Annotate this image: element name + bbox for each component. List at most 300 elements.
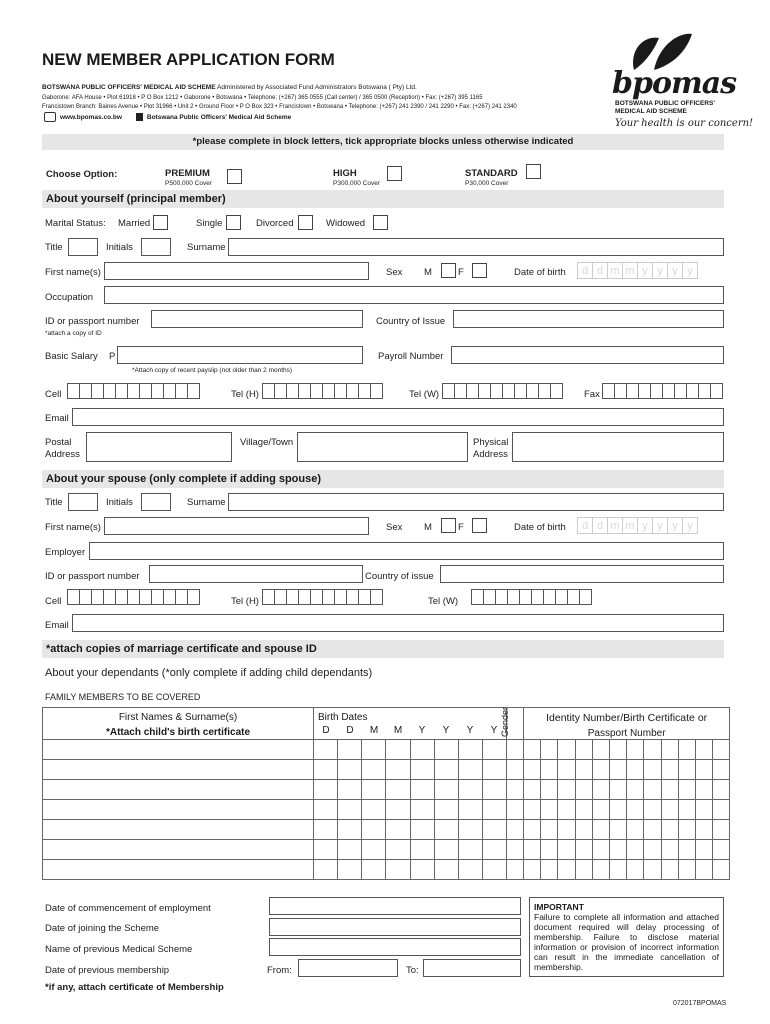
birth-date-cell[interactable] <box>410 760 434 780</box>
postal-input[interactable] <box>86 432 232 462</box>
id-number-cell[interactable] <box>627 760 644 780</box>
option-high-label: HIGH <box>333 168 357 179</box>
birth-date-cell[interactable] <box>410 840 434 860</box>
birth-date-cell[interactable] <box>434 740 458 760</box>
sex-m-label: M <box>424 267 432 278</box>
birth-date-cell[interactable] <box>434 840 458 860</box>
id-number-cell[interactable] <box>627 800 644 820</box>
id-number-cell[interactable] <box>609 820 626 840</box>
id-number-cell[interactable] <box>558 760 575 780</box>
id-number-cell[interactable] <box>541 780 558 800</box>
id-number-cell[interactable] <box>661 840 678 860</box>
spouse-dob-input[interactable] <box>577 517 697 534</box>
id-number-cell[interactable] <box>524 800 541 820</box>
gender-cell[interactable] <box>507 780 524 800</box>
id-number-cell[interactable] <box>678 820 695 840</box>
village-input[interactable] <box>297 432 468 462</box>
id-number-cell[interactable] <box>713 820 730 840</box>
commencement-input[interactable] <box>269 897 521 915</box>
id-input[interactable] <box>151 310 363 328</box>
initials-input[interactable] <box>141 238 171 256</box>
birth-date-cell[interactable] <box>338 780 362 800</box>
id-number-cell[interactable] <box>575 740 592 760</box>
id-number-cell[interactable] <box>609 740 626 760</box>
spouse-country-label: Country of issue <box>365 571 434 582</box>
sex-f-label: F <box>458 267 464 278</box>
id-number-cell[interactable] <box>592 800 609 820</box>
birth-date-cell[interactable] <box>314 800 338 820</box>
spouse-f-label: F <box>458 522 464 533</box>
id-number-cell[interactable] <box>524 780 541 800</box>
birth-date-cell[interactable] <box>362 840 386 860</box>
id-number-cell[interactable] <box>609 800 626 820</box>
facebook-icon <box>136 113 143 121</box>
dob-cell[interactable]: y <box>637 262 653 279</box>
birth-date-cell[interactable] <box>362 760 386 780</box>
option-premium-checkbox[interactable] <box>227 169 242 184</box>
names-header <box>43 708 314 740</box>
postal-label: Postal <box>45 437 72 448</box>
salary-p: P <box>109 351 116 362</box>
id-number-cell[interactable] <box>713 740 730 760</box>
id-number-cell[interactable] <box>575 800 592 820</box>
widowed-checkbox[interactable] <box>373 215 388 230</box>
birth-header <box>314 708 507 740</box>
payslip-note: *Attach copy of recent payslip (not older than 2 months) <box>132 367 293 374</box>
spouse-m-checkbox[interactable] <box>441 518 456 533</box>
birth-date-cell[interactable] <box>482 800 506 820</box>
gender-header <box>500 706 524 740</box>
birth-date-cell[interactable] <box>386 800 410 820</box>
birth-date-cell[interactable] <box>314 760 338 780</box>
birth-date-cell[interactable] <box>458 860 482 880</box>
family-name-cell[interactable] <box>43 800 314 820</box>
address-francistown: Francistown Branch: Baines Avenue • Plot 31966 • Unit 2 • Ground Floor • P O Box 323 • Francistown • Botswana • Telephone: (+267) 241 2390 / 241 2290 • Fax: (+267) 241 2340 <box>42 104 517 110</box>
married-checkbox[interactable] <box>153 215 168 230</box>
id-number-cell[interactable] <box>695 780 712 800</box>
id-number-cell[interactable] <box>609 840 626 860</box>
divorced-label: Divorced <box>256 218 294 229</box>
id-number-cell[interactable] <box>609 760 626 780</box>
family-name-cell[interactable] <box>43 740 314 760</box>
id-number-cell[interactable] <box>644 800 661 820</box>
title-label: Title <box>45 242 63 253</box>
birth-date-cell[interactable] <box>338 800 362 820</box>
tel-work-label: Tel (W) <box>409 389 440 400</box>
logo-line1: BOTSWANA PUBLIC OFFICERS' <box>615 100 715 107</box>
birth-letter: Y <box>490 725 498 736</box>
dob-cell[interactable]: m <box>622 262 638 279</box>
spouse-first-input[interactable] <box>104 517 369 535</box>
id-number-cell[interactable] <box>627 860 644 880</box>
option-high-cover: P300,000 Cover <box>333 180 380 187</box>
id-number-cell[interactable] <box>678 760 695 780</box>
id-number-cell[interactable] <box>592 820 609 840</box>
dob-cell[interactable]: y <box>652 517 668 534</box>
id-number-cell[interactable] <box>575 760 592 780</box>
id-number-cell[interactable] <box>558 840 575 860</box>
spouse-title-input[interactable] <box>68 493 98 511</box>
cell-label: Cell <box>45 389 62 400</box>
birth-date-cell[interactable] <box>434 760 458 780</box>
spouse-telh-label: Tel (H) <box>231 596 259 607</box>
birth-date-cell[interactable] <box>338 740 362 760</box>
birth-date-cell[interactable] <box>434 820 458 840</box>
birth-date-cell[interactable] <box>362 800 386 820</box>
id-number-cell[interactable] <box>627 840 644 860</box>
important-heading: IMPORTANT <box>534 902 584 912</box>
birth-date-cell[interactable] <box>386 840 410 860</box>
id-number-cell[interactable] <box>644 760 661 780</box>
birth-date-cell[interactable] <box>314 860 338 880</box>
id-number-cell[interactable] <box>524 820 541 840</box>
birth-letter: Y <box>418 725 426 736</box>
spouse-title-label: Title <box>45 497 63 508</box>
id-number-cell[interactable] <box>592 780 609 800</box>
id-number-cell[interactable] <box>541 740 558 760</box>
physical-label: Physical <box>473 437 509 448</box>
title-input[interactable] <box>68 238 98 256</box>
single-label: Single <box>196 218 223 229</box>
spouse-f-checkbox[interactable] <box>472 518 487 533</box>
dob-cell[interactable]: y <box>652 262 668 279</box>
birth-date-cell[interactable] <box>458 800 482 820</box>
id-number-cell[interactable] <box>541 800 558 820</box>
birth-date-cell[interactable] <box>482 780 506 800</box>
spouse-telh-input[interactable] <box>262 589 382 605</box>
birth-date-cell[interactable] <box>434 860 458 880</box>
option-standard-label: STANDARD <box>465 168 518 179</box>
spouse-country-input[interactable] <box>440 565 724 583</box>
spouse-m-label: M <box>424 522 432 533</box>
birth-letter: D <box>322 725 330 736</box>
family-table <box>42 707 730 880</box>
gender-cell[interactable] <box>507 740 524 760</box>
country-label: Country of Issue <box>376 316 446 327</box>
id-number-cell[interactable] <box>541 840 558 860</box>
payroll-label: Payroll Number <box>378 351 444 362</box>
id-number-cell[interactable] <box>661 760 678 780</box>
sex-f-checkbox[interactable] <box>472 263 487 278</box>
option-premium-label: PREMIUM <box>165 168 210 179</box>
id-number-cell[interactable] <box>678 860 695 880</box>
married-label: Married <box>118 218 151 229</box>
cell-input[interactable] <box>67 383 199 399</box>
id-number-cell[interactable] <box>541 760 558 780</box>
id-number-cell[interactable] <box>592 860 609 880</box>
surname-label: Surname <box>187 242 226 253</box>
birth-date-cell[interactable] <box>482 760 506 780</box>
id-number-cell[interactable] <box>644 820 661 840</box>
birth-date-cell[interactable] <box>458 780 482 800</box>
id-number-cell[interactable] <box>575 840 592 860</box>
id-number-cell[interactable] <box>695 740 712 760</box>
tel-home-label: Tel (H) <box>231 389 259 400</box>
id-number-cell[interactable] <box>609 860 626 880</box>
family-row <box>43 780 730 800</box>
spouse-surname-input[interactable] <box>228 493 724 511</box>
gender-cell[interactable] <box>507 820 524 840</box>
spouse-telw-input[interactable] <box>471 589 591 605</box>
dob-label: Date of birth <box>514 267 566 278</box>
birth-date-cell[interactable] <box>314 780 338 800</box>
website-link[interactable]: www.bpomas.co.bw <box>60 113 122 121</box>
id-number-cell[interactable] <box>678 840 695 860</box>
birth-date-cell[interactable] <box>458 760 482 780</box>
gender-cell[interactable] <box>507 860 524 880</box>
from-input[interactable] <box>298 959 398 977</box>
family-row <box>43 840 730 860</box>
dob-cell[interactable]: y <box>667 262 683 279</box>
spouse-email-label: Email <box>45 620 69 631</box>
spouse-initials-input[interactable] <box>141 493 171 511</box>
family-name-cell[interactable] <box>43 860 314 880</box>
employer-input[interactable] <box>89 542 724 560</box>
tel-home-input[interactable] <box>262 383 382 399</box>
dob-cell[interactable]: y <box>637 517 653 534</box>
surname-input[interactable] <box>228 238 724 256</box>
birth-date-cell[interactable] <box>314 840 338 860</box>
email-input[interactable] <box>72 408 724 426</box>
dob-cell[interactable]: m <box>607 517 623 534</box>
dob-cell[interactable]: y <box>682 262 698 279</box>
id-number-cell[interactable] <box>661 860 678 880</box>
initials-label: Initials <box>106 242 133 253</box>
important-text: Failure to complete all information and attached document required will delay processing of membership. Failure to disclose material information or provision of incorrect information can result in the immediate cancellation of membership. <box>534 912 719 972</box>
section-about-yourself: About yourself (principal member) <box>42 190 724 208</box>
id-number-cell[interactable] <box>644 780 661 800</box>
birth-date-cell[interactable] <box>482 820 506 840</box>
id-number-cell[interactable] <box>678 740 695 760</box>
birth-date-cell[interactable] <box>338 840 362 860</box>
birth-date-cell[interactable] <box>386 760 410 780</box>
divorced-checkbox[interactable] <box>298 215 313 230</box>
birth-date-cell[interactable] <box>458 740 482 760</box>
id-number-cell[interactable] <box>558 740 575 760</box>
id-number-cell[interactable] <box>695 860 712 880</box>
id-header <box>524 708 730 740</box>
birth-date-cell[interactable] <box>434 800 458 820</box>
birth-date-cell[interactable] <box>338 760 362 780</box>
previous-membership-label: Date of previous membership <box>45 965 170 976</box>
occupation-label: Occupation <box>45 292 94 303</box>
spouse-sex-label: Sex <box>386 522 403 533</box>
birth-date-cell[interactable] <box>386 820 410 840</box>
option-premium-cover: P500,000 Cover <box>165 180 212 187</box>
id-number-cell[interactable] <box>575 780 592 800</box>
birth-date-cell[interactable] <box>314 820 338 840</box>
id-number-cell[interactable] <box>524 760 541 780</box>
id-number-cell[interactable] <box>713 760 730 780</box>
first-name-input[interactable] <box>104 262 369 280</box>
salary-input[interactable] <box>117 346 363 364</box>
birth-letter: Y <box>466 725 474 736</box>
spouse-cell-input[interactable] <box>67 589 199 605</box>
first-name-label: First name(s) <box>45 267 101 278</box>
dob-cell[interactable]: d <box>577 262 593 279</box>
facebook-link[interactable]: Botswana Public Officers' Medical Aid Scheme <box>146 113 292 121</box>
id-number-cell[interactable] <box>713 780 730 800</box>
dob-cell[interactable]: m <box>607 262 623 279</box>
id-number-cell[interactable] <box>558 820 575 840</box>
id-number-cell[interactable] <box>678 780 695 800</box>
dob-cell[interactable]: y <box>682 517 698 534</box>
birth-date-cell[interactable] <box>338 860 362 880</box>
names-header-text: First Names & Surname(s) <box>118 712 238 723</box>
birth-date-cell[interactable] <box>482 860 506 880</box>
footer-code: 072017BPOMAS <box>673 1000 727 1007</box>
family-title: FAMILY MEMBERS TO BE COVERED <box>45 692 201 702</box>
birth-header-text: Birth Dates <box>318 712 368 723</box>
birth-date-cell[interactable] <box>338 820 362 840</box>
birth-date-cell[interactable] <box>482 740 506 760</box>
birth-date-cell[interactable] <box>362 780 386 800</box>
id-number-cell[interactable] <box>695 760 712 780</box>
id-number-cell[interactable] <box>592 840 609 860</box>
spouse-email-input[interactable] <box>72 614 724 632</box>
passport-header-text: Passport Number <box>587 728 666 739</box>
option-standard-checkbox[interactable] <box>526 164 541 179</box>
scheme-name: BOTSWANA PUBLIC OFFICERS' MEDICAL AID SCHEME <box>42 84 216 91</box>
id-number-cell[interactable] <box>644 860 661 880</box>
payroll-input[interactable] <box>451 346 724 364</box>
employer-label: Employer <box>45 547 86 558</box>
fax-input[interactable] <box>602 383 722 399</box>
family-name-cell[interactable] <box>43 760 314 780</box>
family-name-cell[interactable] <box>43 840 314 860</box>
instruction-text: *please complete in block letters, tick appropriate blocks unless otherwise indicated <box>192 136 574 147</box>
birth-date-cell[interactable] <box>482 840 506 860</box>
id-number-cell[interactable] <box>524 840 541 860</box>
section-spouse: About your spouse (only complete if adding spouse) <box>42 470 724 488</box>
birth-date-cell[interactable] <box>410 800 434 820</box>
option-high-checkbox[interactable] <box>387 166 402 181</box>
id-number-cell[interactable] <box>575 820 592 840</box>
physical-input[interactable] <box>512 432 724 462</box>
option-standard-cover: P30,000 Cover <box>465 180 509 187</box>
id-number-cell[interactable] <box>627 740 644 760</box>
birth-date-cell[interactable] <box>410 740 434 760</box>
dob-cell[interactable]: y <box>667 517 683 534</box>
id-number-cell[interactable] <box>661 780 678 800</box>
id-number-cell[interactable] <box>695 840 712 860</box>
birth-date-cell[interactable] <box>386 740 410 760</box>
id-number-cell[interactable] <box>541 820 558 840</box>
id-number-cell[interactable] <box>627 780 644 800</box>
spouse-cell-label: Cell <box>45 596 62 607</box>
id-number-cell[interactable] <box>661 800 678 820</box>
spouse-dob-label: Date of birth <box>514 522 566 533</box>
if-any-note: *if any, attach certificate of Membership <box>45 982 224 993</box>
id-number-cell[interactable] <box>627 820 644 840</box>
gender-cell[interactable] <box>507 800 524 820</box>
previous-scheme-input[interactable] <box>269 938 521 956</box>
web-links <box>44 112 291 122</box>
spouse-id-input[interactable] <box>149 565 363 583</box>
single-checkbox[interactable] <box>226 215 241 230</box>
birth-date-cell[interactable] <box>410 780 434 800</box>
id-number-cell[interactable] <box>661 740 678 760</box>
family-row <box>43 740 730 760</box>
dob-cell[interactable]: d <box>577 517 593 534</box>
birth-date-cell[interactable] <box>386 780 410 800</box>
gender-cell[interactable] <box>507 840 524 860</box>
spouse-id-label: ID or passport number <box>45 571 140 582</box>
attach-id-note: *attach a copy of ID <box>45 330 102 337</box>
to-input[interactable] <box>423 959 521 977</box>
id-number-cell[interactable] <box>524 740 541 760</box>
family-name-cell[interactable] <box>43 780 314 800</box>
id-number-cell[interactable] <box>644 740 661 760</box>
village-label: Village/Town <box>240 437 294 448</box>
birth-date-cell[interactable] <box>362 740 386 760</box>
from-label: From: <box>267 965 292 976</box>
family-row <box>43 860 730 880</box>
email-label: Email <box>45 413 69 424</box>
id-number-cell[interactable] <box>575 860 592 880</box>
birth-date-cell[interactable] <box>314 740 338 760</box>
id-number-cell[interactable] <box>661 820 678 840</box>
bpomas-logo <box>612 30 754 130</box>
id-number-cell[interactable] <box>592 740 609 760</box>
birth-date-cell[interactable] <box>458 840 482 860</box>
tel-work-input[interactable] <box>442 383 562 399</box>
birth-date-cell[interactable] <box>362 820 386 840</box>
id-number-cell[interactable] <box>558 800 575 820</box>
important-box <box>529 897 724 977</box>
gender-cell[interactable] <box>507 760 524 780</box>
marriage-note: *attach copies of marriage certificate and spouse ID <box>42 640 724 658</box>
birth-date-cell[interactable] <box>434 780 458 800</box>
occupation-input[interactable] <box>104 286 724 304</box>
instruction-banner <box>42 134 724 150</box>
family-name-cell[interactable] <box>43 820 314 840</box>
birth-date-cell[interactable] <box>386 860 410 880</box>
id-number-cell[interactable] <box>644 840 661 860</box>
joining-input[interactable] <box>269 918 521 936</box>
id-number-cell[interactable] <box>713 840 730 860</box>
sex-label: Sex <box>386 267 403 278</box>
postal-label-2: Address <box>45 449 80 460</box>
birth-date-cell[interactable] <box>458 820 482 840</box>
id-number-cell[interactable] <box>524 860 541 880</box>
id-number-cell[interactable] <box>713 860 730 880</box>
sex-m-checkbox[interactable] <box>441 263 456 278</box>
dob-cell[interactable]: d <box>592 517 608 534</box>
id-number-cell[interactable] <box>678 800 695 820</box>
id-number-cell[interactable] <box>558 860 575 880</box>
id-number-cell[interactable] <box>695 800 712 820</box>
physical-label-2: Address <box>473 449 508 460</box>
dob-cell[interactable]: m <box>622 517 638 534</box>
globe-icon <box>44 112 56 122</box>
id-number-cell[interactable] <box>592 760 609 780</box>
id-number-cell[interactable] <box>541 860 558 880</box>
id-number-cell[interactable] <box>558 780 575 800</box>
dob-cell[interactable]: d <box>592 262 608 279</box>
previous-scheme-label: Name of previous Medical Scheme <box>45 944 193 955</box>
id-number-cell[interactable] <box>609 780 626 800</box>
id-number-cell[interactable] <box>713 800 730 820</box>
id-number-cell[interactable] <box>695 820 712 840</box>
dob-input[interactable] <box>577 262 697 279</box>
birth-date-cell[interactable] <box>410 820 434 840</box>
country-input[interactable] <box>453 310 724 328</box>
birth-date-cell[interactable] <box>362 860 386 880</box>
birth-date-cell[interactable] <box>410 860 434 880</box>
spouse-initials-label: Initials <box>106 497 133 508</box>
birth-letter: M <box>369 725 379 736</box>
